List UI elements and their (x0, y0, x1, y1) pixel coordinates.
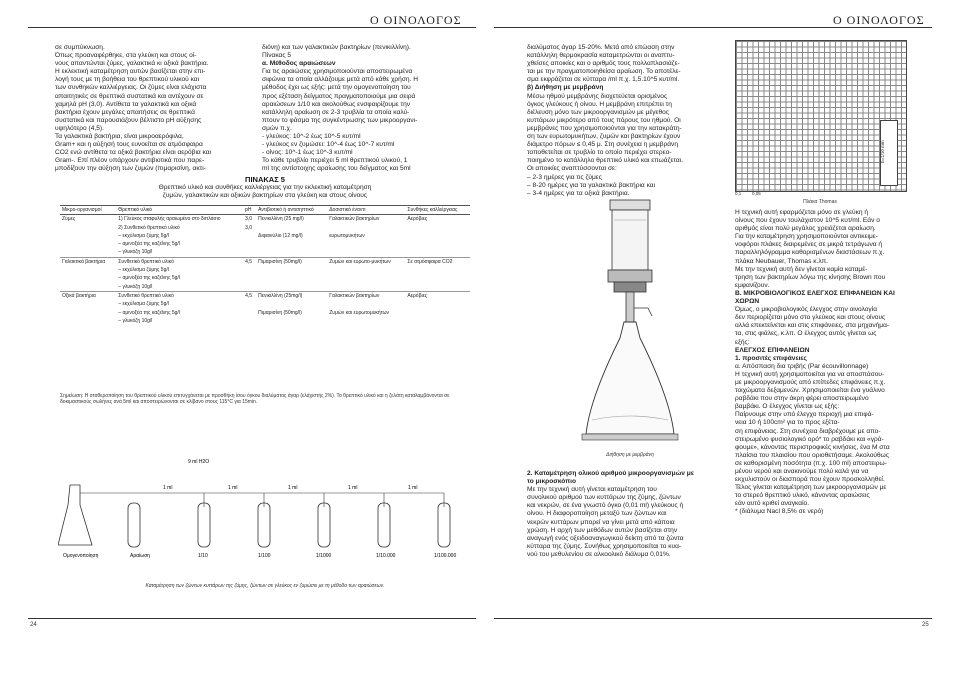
table-cell (60, 248, 116, 257)
table5-title (55, 175, 475, 200)
table-cell: – γλυκόζη 10g/l (118, 283, 153, 290)
table-row (60, 257, 470, 266)
ml-label: 1 ml (288, 485, 298, 491)
tube-label: 1/100.000 (434, 553, 457, 558)
text-line: Για τις αραιώσεις χρησιμοποιούνται αποστειρωμένα (262, 68, 413, 76)
table-row (60, 300, 470, 308)
table-header-cell: Συνθήκες καλλιέργειας (405, 206, 470, 215)
text-line: με μικροοργανισμούς από επίπεδες επιφάνειες π.χ. (735, 378, 886, 386)
text-line: τοποθετείται σε τρυβλίο το οποίο περιέχει στερεο- (527, 149, 672, 157)
table-cell (405, 309, 470, 317)
text-line: χρώση. Η αρχή των μεθόδων αυτών βασίζεται στην (527, 526, 678, 534)
table-cell (243, 240, 256, 248)
table-cell (327, 266, 405, 274)
text-line: Όπως προαναφέρθηκε, στα γλεύκη και στους οί- (55, 52, 197, 60)
tube-label: Αραίωση (130, 553, 150, 558)
table-row (60, 317, 470, 325)
table-cell: – γλυκόζη 10g/l (118, 317, 153, 324)
text-line: Gram-. Επί πλέον υπάρχουν αντιβιοτικά που παρε- (55, 157, 205, 165)
table-cell (60, 317, 116, 325)
table-header-cell: pH (243, 206, 256, 215)
table-cell: – εκχύλισμα ζύμης 5g/l (118, 232, 169, 239)
text-line: Παίρνουμε στην υπό έλεγχο περιοχή μια επιφά- (735, 411, 874, 419)
table-cell: 3,0 (245, 216, 253, 223)
table-cell: Πιμαρισίνη (50mg/l) (258, 309, 302, 316)
table-cell (327, 224, 405, 232)
table-cell (243, 274, 256, 282)
table-cell: Σε ατμόσφαιρα CO2 (405, 257, 470, 266)
table-cell: Συνθετικό θρεπτικό υλικό (116, 257, 243, 266)
text-line: - οίνος: 10^-1 έως 10^-3 κυτ/ml (262, 149, 353, 157)
grid-label-h: h=1/10 mm (880, 140, 885, 164)
left-header-rule (28, 27, 476, 28)
table-cell (405, 232, 470, 240)
table-cell (256, 300, 327, 308)
text-line: νους απαντώνται ζύμες, γαλακτικά κι οξικά βακτήρια. (55, 60, 209, 68)
table-row (60, 240, 470, 248)
text-line: νεια 10 ή 100cm² για το προς εξέτα- (735, 419, 840, 427)
text-line: β) Διήθηση με μεμβράνη (527, 84, 604, 92)
text-line: προς εξέταση δείγματος πραγματοποιούμε μια σειρά (262, 92, 416, 100)
text-line: ραβδάκι που στην άκρη φέρει αποστειρωμένο (735, 395, 869, 403)
text-line: διάμετρο πόρων ≤ 0,45 μ. Στη συνέχεια η μεμβράνη (527, 141, 679, 149)
table-cell: Πιμαρισίνη (50mg/l) (256, 257, 327, 266)
right-footer-rule (494, 618, 932, 619)
tube-label: 1/100 (258, 553, 271, 558)
text-line: στειρωμένο φυσιολογικό ορό* το ραβδάκι και «γρά- (735, 435, 884, 443)
table-cell (60, 240, 116, 248)
table-row (60, 283, 470, 292)
left-footer-rule (28, 618, 476, 619)
text-line: – 8-20 ημέρες για τα γαλακτικά βακτήρια και (527, 181, 656, 189)
left-col1-text (55, 44, 260, 174)
table-cell (405, 317, 470, 325)
table-cell (256, 274, 327, 282)
table-cell (405, 283, 470, 292)
test-tube (378, 503, 390, 547)
table-header-cell: Δοσιστικό έναντι (327, 206, 405, 215)
table-row (60, 215, 470, 224)
table-cell: Πενικιλλίνη (25 mg/l) (258, 216, 304, 223)
grid-label-b: 0,05 (752, 191, 761, 196)
table-cell (405, 240, 470, 248)
table-cell: Ζυμών και ευρωτομυκήτων (329, 309, 390, 316)
right-col1-top-text (527, 44, 732, 198)
text-line: – 2-3 ημέρες για τις ζύμες (527, 173, 602, 181)
text-line: χθείσες αποικίες και ο αριθμός τους πολλαπλασιάζε- (527, 60, 680, 68)
right-col1-bottom-text (527, 470, 732, 559)
table-cell (60, 266, 116, 274)
tube-label: Ομογενοποίηση (63, 553, 99, 558)
text-line: εξής: (735, 338, 750, 346)
table-header-cell: Αντιβιοτικό ή αντισηπτικό (256, 206, 327, 215)
text-line: πτουν το φάσμα της συγκέντρωσης των μικροοργανι- (262, 116, 418, 124)
text-line: – 3-4 ημέρες για τα οξικά βακτήρια. (527, 189, 630, 197)
table-cell (327, 240, 405, 248)
table-cell (243, 266, 256, 274)
table-cell: 3,0 (245, 224, 253, 231)
text-line: μεμβράνες που χρησιμοποιούνται για την κατακράτη- (527, 124, 682, 132)
text-line: φουμε», κάνοντας περιστροφικές κινήσεις, ένα Μ στα (735, 443, 890, 451)
text-line: Μέσω ηθμού μεμβράνης διοχετεύεται ορισμένος (527, 92, 668, 100)
text-line: βαμβάκι. Ο έλεγχος γίνεται ως εξής: (735, 403, 840, 411)
dilution-caption: Καταμέτρηση των ζώντων κυττάρων της ζύμης, ζώντων σε γλεύκος εν ζυμώσει με τη μέθοδο των αραιώσεων. (145, 583, 385, 589)
text-line: ση επιφάνειας. Στη συνέχεια διαβρέχουμε με απο- (735, 427, 881, 435)
ml-label: 1 ml (408, 485, 418, 491)
grid-label-a: 0,1 (735, 191, 742, 196)
text-line: και νεκρών, σε ένα γνωστό όγκο (0,01 ml) γλεύκους ή (527, 502, 684, 510)
table-cell (256, 240, 327, 248)
table-cell: Διφαινύλιο (12 mg/l) (258, 232, 303, 239)
table-cell (256, 317, 327, 325)
test-tube (128, 503, 140, 547)
text-line: Το κάθε τρυβλίο περιέχει 5 ml θρεπτικού υλικού, 1 (262, 157, 408, 165)
text-line: Η εκλεκτική καταμέτρηση αυτών βασίζεται στην επι- (55, 68, 206, 76)
tube-label: 1/1000 (316, 553, 332, 558)
table-cell: 2) Συνθετικό θρεπτικό υλικό (118, 224, 180, 231)
text-line: 2. Καταμέτρηση ολικού αριθμού μικροοργανισμών με (527, 470, 694, 477)
table-cell (243, 300, 256, 308)
right-col2-text (735, 209, 935, 517)
tube-label: 1/10.000 (376, 553, 396, 558)
table-cell: Συνθετικό θρεπτικό υλικό (116, 291, 243, 300)
text-line: Πίνακας 5 (262, 52, 292, 60)
text-line: Για την καταμέτρηση χρησιμοποιούνται αντικειμε- (735, 233, 878, 241)
flask-shape (58, 485, 92, 545)
table-cell: 4,5 (243, 291, 256, 300)
table-cell (60, 224, 116, 232)
table-cell (243, 248, 256, 257)
text-line: το στερεό θρεπτικό υλικό, κάνοντας αραιώσεις (735, 492, 870, 500)
left-page-number: 24 (30, 622, 37, 628)
table-cell (405, 248, 470, 257)
text-line: συνολικού αριθμού των κυττάρων της ζύμης, ζώντων (527, 494, 681, 502)
table-cell (405, 224, 470, 232)
table-cell (405, 274, 470, 282)
text-line: ση των ευρωτομυκήτων, ζυμών και βακτηρίων έχουν (527, 133, 681, 141)
table-cell: Ζύμες (62, 216, 76, 223)
text-line: - γλεύκος εν ζυμώσει: 10^-4 έως 10^-7 κυτ/ml (262, 141, 395, 149)
text-line: υψηλότερο (4,5). (55, 124, 104, 132)
table-cell: 1) Γλεύκος σταφυλής αραιωμένο στο διπλάσιο (118, 216, 221, 223)
text-line: κατάλληλη θερμοκρασία καταμετρώνται οι αναπτυ- (527, 52, 675, 60)
text-line: παραλληλόγραμμα καθορισμένων διαστάσεων π.χ. (735, 249, 885, 257)
table-cell (243, 309, 256, 317)
table-cell (327, 248, 405, 257)
text-line: Τα γαλακτικά βακτήρια, είναι μικροαερόφιλα, (55, 133, 184, 141)
text-line: πλάκα Neubauer, Thomas κ.λπ. (735, 257, 829, 265)
table-cell (243, 317, 256, 325)
test-tube (318, 503, 330, 547)
text-line: τρηση των βακτηρίων λόγω της κίνησης Brown που (735, 273, 886, 281)
text-line: CO2 ενώ αντίθετα τα οξικά βακτήρια είναι αερόβια και (55, 149, 212, 157)
text-line: το μικροσκόπιο (527, 478, 576, 486)
table-cell: Οξικά βακτήρια (60, 291, 116, 300)
table-row (60, 266, 470, 274)
text-line: ΕΛΕΓΧΟΣ ΕΠΙΦΑΝΕΙΩΝ (735, 346, 810, 354)
test-tube (198, 503, 210, 547)
table-header-cell: Θρεπτικό υλικό (116, 206, 243, 215)
table-cell (60, 300, 116, 308)
table-row (60, 291, 470, 300)
table-cell: – αμινοξέα της καζεΐνης 5g/l (118, 309, 180, 316)
table-cell (327, 300, 405, 308)
table-note: Σημείωση: Η σταθεροποίηση του θρεπτικού υλικού επιτυγχάνεται με προσθήκη ίσου όγκου διαλύματος άγαρ (ελάχιστης 2%). Το θρεπτικό υλικό και η ζελάτη καταλαμβάνονται σε δοκιμαστικούς σωλήνες ανά 5ml και αποστειρώνονται σε κλίβανο στους 115°C για 15min. (60, 393, 450, 405)
table-cell (405, 266, 470, 274)
text-line: τα, στις φιάλες, κ.λπ. Ο έλεγχος αυτός γίνεται ως (735, 330, 877, 338)
text-line: αλλά επεκτείνεται και στις επιφάνειες, στα μηχανήμα- (735, 322, 890, 330)
text-line: Gram+ και η αύξησή τους ευνοείται σε ατμόσφαιρα (55, 141, 203, 149)
text-line: α. Μέθοδος αραιώσεων (262, 60, 336, 68)
text-line: Η τεχνική αυτή χρησιμοποιείται για να αποσπάσου- (735, 370, 885, 378)
table-cell: ευρωτομυκήτων (329, 232, 365, 239)
text-line: αναγωγή ενός οξειδοαναγωγικού δείκτη από τα ζώντα (527, 534, 684, 542)
text-line: όγκος γλεύκους ή οίνου. Η μεμβράνη επιτρέπει τη (527, 100, 672, 108)
text-line: σε συμπύκνωση. (55, 44, 105, 51)
table-cell: – αμινοξέα της καζεΐνης 5g/l (118, 241, 180, 248)
text-line: αραιώσεων 1/10 και ακολούθως ενσφαιρίζουμε την (262, 100, 411, 108)
ml-label: 1 ml (228, 485, 238, 491)
text-line: σιφώνια τα οποία αλλάζουμε μετά από κάθε χρήση. Η (262, 76, 419, 84)
text-line: ται με την πραγματοποιηθείσα αραίωση. Το αποτέλε- (527, 68, 681, 76)
filter-caption: Διήθηση με μεμβράνη (606, 452, 654, 458)
text-line: μένου νερού και ανακινούμε πολύ καλά για να (735, 468, 869, 475)
ml-label: 1 ml (348, 485, 358, 491)
left-col2-text (262, 44, 477, 174)
text-line: διέλευση μόνο των μικροοργανισμών με μέγεθος (527, 108, 670, 116)
text-line: Οι αποικίες αναπτύσσονται σε: (527, 165, 617, 173)
text-line: σμα εκφράζεται σε κύτταρα /ml π.χ. 1,5.10^5 κυτ/ml. (527, 76, 680, 84)
table-cell (60, 274, 116, 282)
table-cell: – αμινοξέα της καζεΐνης 5g/l (118, 275, 180, 282)
right-page-number: 25 (922, 622, 929, 628)
table-cell: Αερόβιες (407, 216, 428, 223)
table-subtitle-2: ζυμών, γαλακτικών και οξικών βακτηρίων στα γλεύκη και στους οίνους (162, 192, 368, 200)
table-cell (327, 317, 405, 325)
text-line: λογή τους με τη βοήθεια του θρεπτικού υλικού και (55, 76, 200, 84)
table-cell (405, 300, 470, 308)
table-cell (60, 283, 116, 292)
text-line: Τέλος γίνεται καταμέτρηση των μικροοργανισμών με (735, 484, 887, 492)
table-cell: 4,5 (243, 257, 256, 266)
text-line: α. Απόσπαση δια τριβής (Par écouvillonnage) (735, 362, 869, 370)
text-line: εκχυλιστούν οι διασπορά που έχουν προσκολληθεί. (735, 476, 885, 484)
text-line: νού του μεθυλενίου σε αλκοολικό διάλυμα 0,01%. (527, 550, 671, 558)
table-cell: Πενικιλλίνη (25mg/l) (256, 291, 327, 300)
text-line: διαλύματος άγαρ 15-20%. Μετά από επώαση στην (527, 44, 675, 51)
table-cell (256, 248, 327, 257)
right-page-header: Ο ΟΙΝΟΛΟΓΟΣ (833, 13, 925, 27)
text-line: ποιημένο το κατάλληλο θρεπτικό υλικό και επωάζεται. (527, 157, 684, 165)
table-cell: Αερόβιες (405, 291, 470, 300)
text-line: 1. προσιτές επιφάνειες (735, 354, 807, 362)
grid-caption: Πλάκα Thomas (803, 199, 837, 205)
table-cell (327, 283, 405, 292)
table-cell: Ζυμών και ευρωτο-μυκήτων (327, 257, 405, 266)
ml-label: 1 ml (163, 485, 173, 491)
table-cell (327, 274, 405, 282)
text-line: δεν περιορίζεται μόνο στο γλεύκος και στους οίνους (735, 314, 886, 322)
text-line: Με την τεχνική αυτή γίνεται καταμέτρηση του (527, 486, 657, 494)
table-row (60, 309, 470, 317)
table-cell (243, 283, 256, 292)
text-line: τοιχώματα δεξαμενών. Χρησιμοποιείται ένα γυάλινο (735, 387, 885, 395)
text-line: B. ΜΙΚΡΟΒΙΟΛΟΓΙΚΟΣ ΕΛΕΓΧΟΣ ΕΠΙΦΑΝΕΙΩΝ ΚΑΙ (735, 289, 895, 297)
table-cell (256, 224, 327, 232)
left-page-header: Ο ΟΙΝΟΛΟΓΟΣ (370, 13, 462, 27)
text-line: κυττάρων μικρότερο από τους πόρους του ηθμού. Οι (527, 116, 681, 124)
table-cell (243, 232, 256, 240)
table-row (60, 224, 470, 232)
table-cell (60, 309, 116, 317)
text-line: Η τεχνική αυτή εφαρμόζεται μόνο σε γλεύκη ή (735, 209, 869, 216)
text-line: αριθμός είναι πολύ μεγάλος χρειάζεται αραίωση. (735, 225, 876, 233)
text-line: των συνθηκών καλλιέργειας. Οι ζύμες είναι ελάχιστα (55, 84, 207, 92)
text-line: κύτταρα της ζύμης. Συνήθως χρησιμοποιείται το κυα- (527, 542, 682, 550)
table5 (60, 205, 470, 325)
text-line: Όμως, ο μικροβιολογικός έλεγχος στην οινολογία (735, 306, 878, 314)
text-line: απαιτητικές σε θρεπτικά συστατικά και αντέχουν σε (55, 92, 204, 100)
right-header-rule (494, 27, 932, 28)
text-line: μποδίζουν την αύξηση των ζυμών (πιμαρισίνη, ακτι- (55, 165, 206, 173)
text-line: εάν αυτό κριθεί αναγκαίο. (735, 500, 810, 508)
test-tube (438, 503, 450, 547)
table-cell (60, 232, 116, 240)
text-line: νοφόροι πλάκες διαιρεμένες σε μικρά τετράγωνα ή (735, 241, 883, 249)
text-line: διόνη) και των γαλακτικών βακτηρίων (πενικιλλίνη). (262, 44, 411, 51)
table-cell: – εκχύλισμα ζύμης 5g/l (118, 301, 169, 308)
table-cell (256, 266, 327, 274)
text-line: * (διάλυμα Nacl 8,5% σε νερό) (735, 508, 824, 516)
text-line: Με την τεχνική αυτή δεν γίνεται καμία καταμέ- (735, 265, 868, 273)
tube-label: 1/10 (198, 553, 208, 558)
text-line: εμφανίζουν. (735, 281, 770, 289)
table-cell: Γαλακτικά βακτήρια (60, 257, 116, 266)
text-line: μέθοδος έχει ως εξής: μετά την ομογενοποίηση του (262, 84, 411, 92)
test-tube (258, 503, 270, 547)
text-line: οίνους που έχουν τουλάχιστον 10^5 κυτ/ml. Εάν ο (735, 217, 880, 225)
table-title: ΠΙΝΑΚΑΣ 5 (245, 175, 285, 184)
text-line: βακτήρια έχουν μεγάλες απαιτήσεις σε θρεπτικά (55, 108, 195, 116)
text-line: συστατικά και παρουσιάζουν βέλτιστο pH αύξησης (55, 116, 202, 124)
table-cell: – εκχύλισμα ζύμης 5g/l (118, 267, 169, 274)
text-line: σμών π.χ. (262, 124, 292, 132)
table-cell: Γαλακτικών βακτηρίων (327, 291, 405, 300)
text-line: σε καθορισμένη ποσότητα (π.χ. 100 ml) αποστειρω- (735, 459, 887, 467)
text-line: κατάλληλη αραίωση σε 2-3 τρυβλία τα οποία καλύ- (262, 108, 410, 116)
text-line: ΧΩΡΩΝ (735, 298, 760, 306)
table-header-cell: Μικρο-οργανισμοί (60, 206, 116, 215)
table-cell (256, 283, 327, 292)
text-line: ml της αντίστοιχης αραίωσης του δείγματος και 5ml (262, 165, 411, 173)
membrane-filter-figure (570, 198, 690, 448)
text-line: πλαίσια του πλαισίου που οριοθετήσαμε. Ακολούθως (735, 451, 890, 459)
table-row (60, 274, 470, 282)
text-line: - γλεύκος: 10^-2 έως 10^-5 κυτ/ml (262, 133, 361, 141)
table-cell: – γλυκόζη 10g/l (118, 249, 153, 256)
table-subtitle-1: Θρεπτικό υλικό και συνθήκες καλλιέργειας για την εκλεκτική καταμέτρηση (158, 184, 372, 191)
table-cell: Γαλακτικών βακτηρίων (329, 216, 380, 223)
table-row (60, 232, 470, 240)
water-label: 9 ml H2O (188, 459, 210, 465)
text-line: χαμηλά pH (3,0). Αντίθετα τα γαλακτικά και οξικά (55, 100, 197, 108)
table-row (60, 248, 470, 257)
text-line: νεκρών κυττάρων μπορεί να γίνει μετά από κάποια (527, 518, 675, 526)
text-line: οίνου. Η διαφοροποίηση μεταξύ των ζώντων και (527, 510, 667, 518)
dilution-figure (58, 423, 478, 558)
